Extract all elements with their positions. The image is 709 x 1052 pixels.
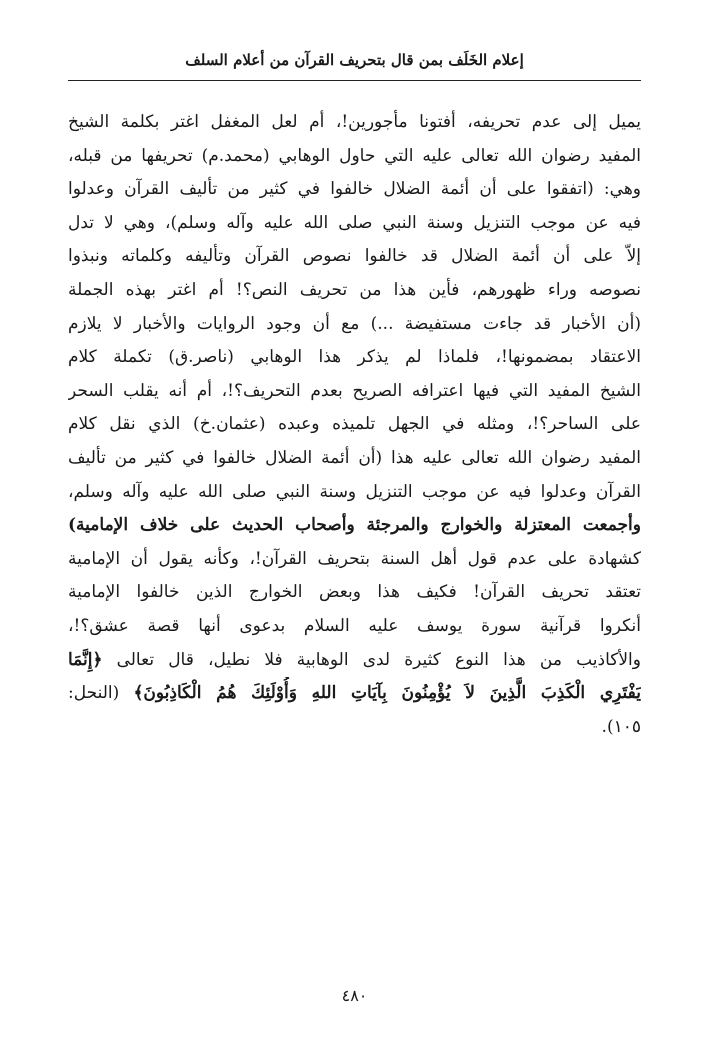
text-segment: المفيد رضوان الله تعالى عليه التي حاول الوهابي (محمد.م) تحريفها من قبله، bbox=[68, 145, 641, 166]
text-segment: المفيد رضوان الله تعالى عليه هذا (أن أئمة الضلال خالفوا في كثير من تأليف bbox=[68, 447, 641, 468]
bold-text-segment: ﴿إِنَّمَا bbox=[68, 649, 103, 670]
running-header-title: إعلام الخَلَف بمن قال بتحريف القرآن من أعلام السلف bbox=[185, 51, 524, 69]
text-segment: كشهادة على عدم قول أهل السنة بتحريف القرآن!، وكأنه يقول أن الإمامية bbox=[68, 548, 641, 569]
text-line bbox=[68, 711, 641, 745]
text-segment: القرآن وعدلوا فيه عن موجب التنزيل وسنة النبي صلى الله عليه وآله وسلم، bbox=[68, 481, 641, 502]
text-segment: يميل إلى عدم تحريفه، أفتونا مأجورين!، أم لعل المغفل اغتر بكلمة الشيخ bbox=[68, 112, 641, 132]
text-line bbox=[68, 677, 641, 711]
text-line bbox=[68, 576, 641, 610]
bold-text-segment: يَفْتَرِي الْكَذِبَ الَّذِينَ لاَ يُؤْمِنُونَ بِآيَاتِ اللهِ وَأُوْلَئِكَ هُمُ الْكَاذِبُونَ﴾ bbox=[133, 683, 641, 704]
page-number: ٤٨٠ bbox=[341, 986, 368, 1005]
text-line bbox=[68, 207, 641, 241]
text-segment: تعتقد تحريف القرآن! فكيف هذا وبعض الخوارج الذين خالفوا الإمامية bbox=[68, 582, 641, 603]
text-segment: فيه عن موجب التنزيل وسنة النبي صلى الله عليه وآله وسلم)، وهي لا تدل bbox=[68, 212, 641, 233]
text-line bbox=[68, 408, 641, 442]
text-line bbox=[68, 274, 641, 308]
header-rule bbox=[68, 80, 641, 81]
text-line bbox=[68, 543, 641, 577]
text-line bbox=[68, 341, 641, 375]
text-line bbox=[68, 476, 641, 510]
text-segment: الاعتقاد بمضمونها!، فلماذا لم يذكر هذا الوهابي (ناصر.ق) تكملة كلام bbox=[68, 347, 641, 368]
body-text bbox=[68, 106, 641, 744]
text-line bbox=[68, 375, 641, 409]
text-segment: أنكروا قرآنية سورة يوسف عليه السلام بدعوى أنها قصة عشق؟!، bbox=[68, 615, 641, 636]
text-line bbox=[68, 509, 641, 543]
text-line bbox=[68, 140, 641, 174]
text-line bbox=[68, 644, 641, 678]
text-segment: إلاّ على أن أئمة الضلال قد خالفوا نصوص القرآن وتأليفه وكلماته ونبذوا bbox=[68, 246, 641, 267]
bold-text-segment: وأجمعت المعتزلة والخوارج والمرجئة وأصحاب الحديث على خلاف الإمامية) bbox=[68, 515, 641, 536]
text-segment: على الساحر؟!، ومثله في الجهل تلميذه وعبده (عثمان.خ) الذي نقل كلام bbox=[68, 414, 641, 435]
text-segment: وهي: (اتفقوا على أن أئمة الضلال خالفوا في كثير من تأليف القرآن وعدلوا bbox=[68, 179, 641, 200]
text-segment: الشيخ المفيد التي فيها اعترافه الصريح بعدم التحريف؟!، أم أنه يقلب السحر bbox=[68, 380, 641, 401]
text-line bbox=[68, 106, 641, 140]
text-line bbox=[68, 173, 641, 207]
text-line bbox=[68, 442, 641, 476]
text-segment: نصوصه وراء ظهورهم، فأين هذا من تحريف النص؟! أم اغتر بهذه الجملة bbox=[68, 279, 641, 300]
text-line bbox=[68, 240, 641, 274]
text-segment: (أن الأخبار قد جاءت مستفيضة ...) مع أن وجود الروايات والأخبار لا يلازم bbox=[68, 313, 641, 334]
text-line bbox=[68, 308, 641, 342]
text-segment: (النحل: bbox=[68, 683, 134, 704]
text-line bbox=[68, 610, 641, 644]
text-segment: ١٠٥). bbox=[601, 716, 641, 737]
text-segment: والأكاذيب من هذا النوع كثيرة لدى الوهابية فلا نطيل، قال تعالى bbox=[102, 649, 641, 670]
